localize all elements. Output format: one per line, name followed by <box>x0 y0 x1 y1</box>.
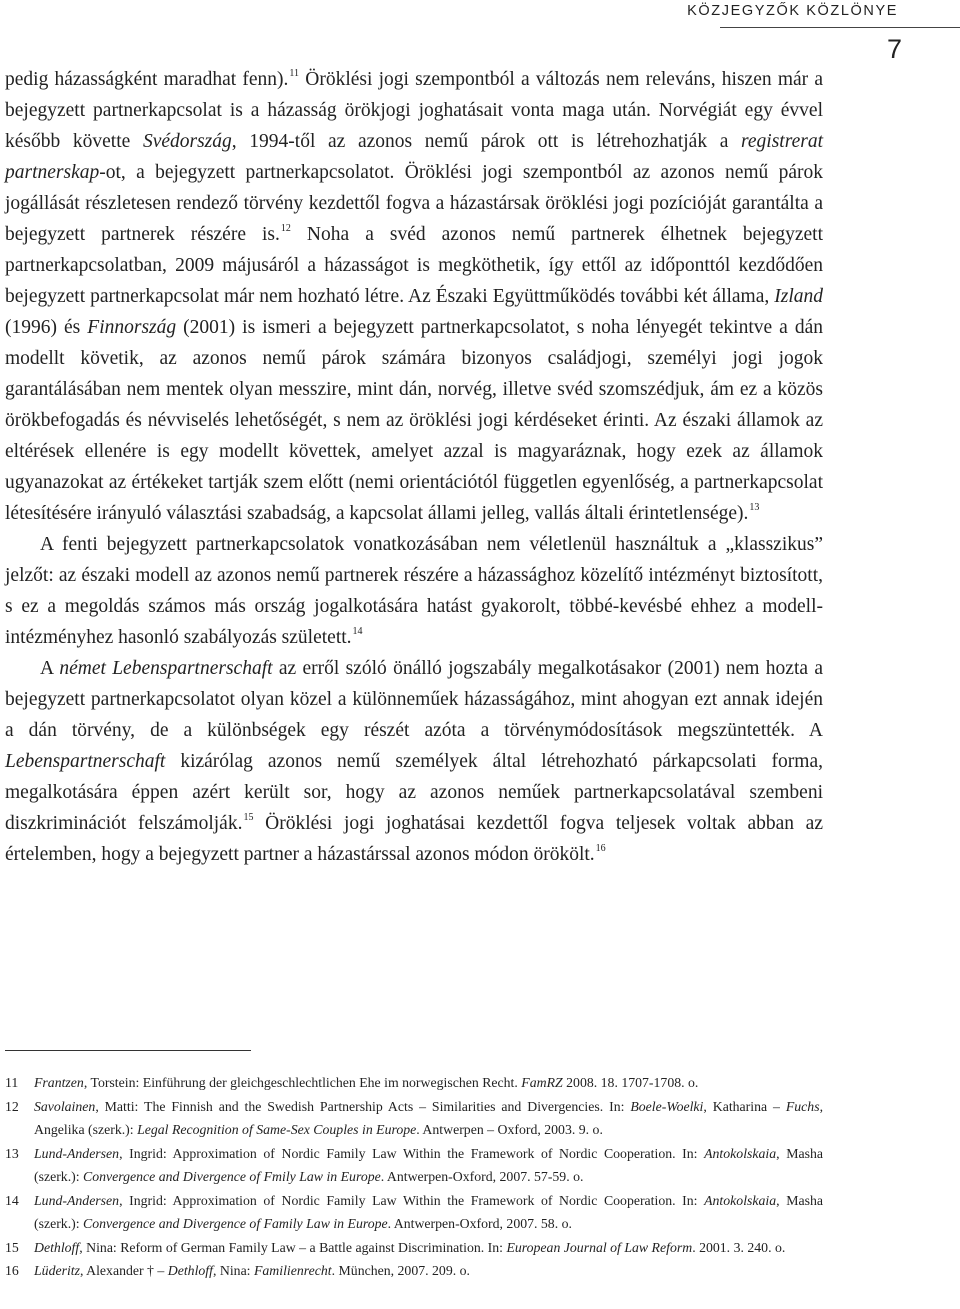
author: Frantzen <box>34 1075 84 1090</box>
footnote-number: 14 <box>5 1192 19 1208</box>
footnote-text <box>34 1259 823 1283</box>
footnote-text <box>34 1142 823 1189</box>
author: Dethloff <box>34 1239 80 1255</box>
footnote-number: 11 <box>5 1075 19 1090</box>
text-run: , Matti: The Finnish and the Swedish Partnership Acts – Similarities and Divergencies. In: <box>95 1098 631 1114</box>
italic-text: német Lebenspartnerschaft <box>59 658 273 679</box>
text-run: 2008. 18. 1707-1708. o. <box>562 1075 699 1090</box>
text-run: Öröklési jogi joghatásai kezdettől fogva teljesek voltak abban az értelemben, hogy a bejegyzett partner a házastárssal azonos módon örökölt. <box>5 813 823 865</box>
text-run: , 1994-től az azonos nemű párok ott is létrehozhatják a <box>231 131 742 152</box>
text-run: pedig házasságként maradhat fenn). <box>5 69 289 90</box>
text-run: . Antwerpen-Oxford, 2007. 58. o. <box>387 1216 572 1231</box>
author: Lund-Andersen <box>34 1145 120 1161</box>
italic-text: Svédország <box>142 131 232 152</box>
footnote-number: 15 <box>5 1239 19 1255</box>
text-run: A fenti bejegyzett partnerkapcsolatok vonatkozásában nem véletlenül használtuk a „klasszikus” jelzőt: az északi modell az azonos nemű partnerek részére a házassághoz közelítő intézményt biztosított, s ez a megoldás számos más ország jogalkotására hatást gyakorolt, többé-kevésbé ehhez a modell-intézményhez hasonló szabályozás született. <box>5 534 823 648</box>
text-run: , Masha (szerk.): <box>34 1192 823 1231</box>
text-run: , Masha (szerk.): <box>34 1145 823 1184</box>
footnote-number: 13 <box>5 1145 19 1161</box>
text-run: , Torstein: Einführung der gleichgeschlechtlichen Ehe im norwegischen Recht. <box>83 1075 522 1090</box>
author: Antokolskaia <box>704 1145 777 1161</box>
author: Fuchs <box>785 1098 820 1114</box>
footnote-number: 12 <box>5 1098 19 1114</box>
text-run: (1996) és <box>5 317 88 338</box>
text-run: . München, 2007. 209. o. <box>331 1263 470 1278</box>
text-run: , Alexander † – <box>80 1263 168 1278</box>
footnote-14 <box>5 1189 823 1236</box>
text-run: , Katharina – <box>703 1098 786 1114</box>
footnote-text <box>34 1095 823 1142</box>
footnote-rule <box>5 1050 251 1051</box>
author: Savolainen <box>34 1098 96 1114</box>
footnote-12 <box>5 1095 823 1142</box>
footnote-text <box>34 1189 823 1236</box>
footnote-text <box>34 1236 823 1260</box>
text-run: Öröklési jogi szempontból a változás nem releváns, hiszen már a bejegyzett partnerkapcsolat is a házasság örökjogi joghatásait vonta maga után. Norvégiát egy évvel később követte <box>5 69 823 152</box>
footnote-ref-13[interactable]: 13 <box>749 502 760 513</box>
author: Lüderitz <box>34 1263 80 1278</box>
author: Lund-Andersen <box>34 1192 120 1208</box>
italic-text: Lebenspartnerschaft <box>5 751 166 772</box>
footnote-16 <box>5 1259 823 1283</box>
footnote-11 <box>5 1071 823 1095</box>
text-run: A <box>40 658 60 679</box>
author: Antokolskaia <box>704 1192 777 1208</box>
page-number: 7 <box>886 34 902 64</box>
book-title: Convergence and Divergence of Family Law in Europe <box>83 1216 388 1231</box>
text-run: (2001) is ismeri a bejegyzett partnerkapcsolatot, s noha lényegét tekintve a dán modellt követik, az azonos nemű párok számára bizonyos családjogi, személyi jogi jogok garantálásában nem mentek olyan messzire, mint dán, norvég, illetve svéd szomszédjuk, ám ez a közös örökbefogadás és névviselés lehetőségét, s nem az öröklési jogi kérdéseket érinti. Az északi államok az eltérések ellenére is egy modellt követtek, amelyet azzal is magyaráznak, hogy ezek az államok ugyanazokat az értékeket tartják szem előtt (nemi orientációtól független egyenlőség, a partnerkapcsolat létesítésére irányuló választási szabadság, a kapcsolat állami jelleg, vallás általi érintetlensége). <box>5 317 823 524</box>
footnote-ref-12[interactable]: 12 <box>280 223 291 234</box>
footnote-ref-11[interactable]: 11 <box>289 68 300 79</box>
book-title: Convergence and Divergence of Fmily Law in Europe <box>83 1169 381 1184</box>
text-run: , Ingrid: Approximation of Nordic Family Law Within the Framework of Nordic Cooperation. In: <box>119 1192 705 1208</box>
text-run: , Angelika (szerk.): <box>34 1098 824 1137</box>
footnote-ref-14[interactable]: 14 <box>352 626 363 637</box>
paragraph-2 <box>5 529 823 653</box>
footnote-ref-16[interactable]: 16 <box>595 843 606 854</box>
footnotes <box>5 1071 823 1283</box>
text-run: , Nina: Reform of German Family Law – a Battle against Discrimination. In: <box>79 1239 507 1255</box>
author: Dethloff <box>167 1263 213 1278</box>
text-run: . Antwerpen-Oxford, 2007. 57-59. o. <box>380 1169 584 1184</box>
header-rule <box>720 27 960 28</box>
body-text <box>5 64 823 870</box>
footnote-number: 16 <box>5 1263 19 1278</box>
text-run: Noha a svéd azonos nemű partnerek élhetnek bejegyzett partnerkapcsolatban, 2009 májusáról a házasságot is megköthetik, így ettől az időponttól kezdődően bejegyzett partnerkapcsolat már nem hozható létre. Az Északi Együttműködés további két állama, <box>5 224 824 307</box>
paragraph-3 <box>5 653 823 870</box>
journal-name: FamRZ <box>521 1075 563 1090</box>
italic-text: registrerat partnerskap <box>5 131 824 183</box>
text-run: -ot, a bejegyzett partnerkapcsolatot. Öröklési jogi szempontból az azonos nemű párok jogállását részletesen rendező törvény kezdettől fogva a házastársak öröklési jogi pozícióját garantálta a bejegyzett partnerek részére is. <box>5 162 823 245</box>
journal-name: European Journal of Law Reform <box>506 1239 693 1255</box>
journal-title: KÖZJEGYZŐK KÖZLÖNYE <box>687 3 898 19</box>
paragraph-1 <box>5 64 823 529</box>
italic-text: Izland <box>774 286 823 307</box>
text-run: kizárólag azonos nemű személyek által létrehozható párkapcsolati forma, megalkotására éppen azért került sor, hogy az azonos neműek partnerkapcsolatával szembeni diszkriminációt felszámolják. <box>5 751 823 834</box>
footnote-13 <box>5 1142 823 1189</box>
book-title: Legal Recognition of Same-Sex Couples in Europe <box>137 1122 417 1137</box>
footnote-15 <box>5 1236 823 1260</box>
text-run: . Antwerpen – Oxford, 2003. 9. o. <box>416 1122 603 1137</box>
footnote-text <box>34 1071 823 1095</box>
book-title: Familienrecht <box>253 1263 332 1278</box>
text-run: , Ingrid: Approximation of Nordic Family Law Within the Framework of Nordic Cooperation. In: <box>119 1145 705 1161</box>
author: Boele-Woelki <box>630 1098 704 1114</box>
text-run: az erről szóló önálló jogszabály megalkotásakor (2001) nem hozta a bejegyzett partnerkapcsolatot olyan közel a különneműek házasságához, mint ahogyan ezt annak idején a dán törvény, de a különbségek egy részét azóta a törvénymódosítások megszüntették. A <box>5 658 823 741</box>
footnote-ref-15[interactable]: 15 <box>243 812 254 823</box>
italic-text: Finnország <box>87 317 177 338</box>
text-run: . 2001. 3. 240. o. <box>692 1239 786 1255</box>
text-run: , Nina: <box>212 1263 254 1278</box>
